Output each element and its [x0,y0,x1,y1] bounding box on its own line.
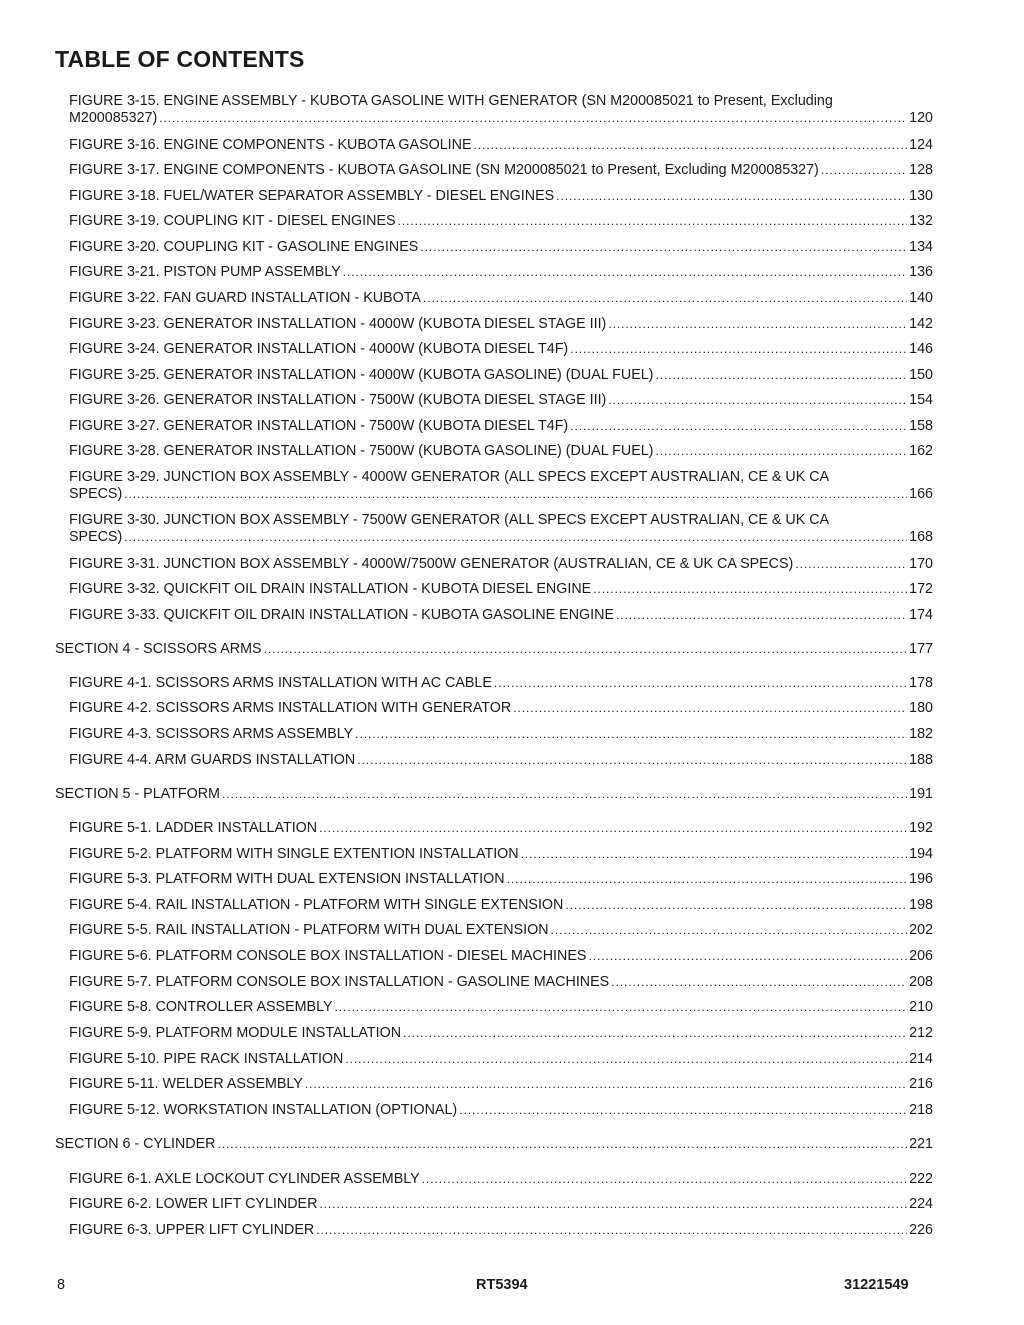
toc-entry-title: FIGURE 5-6. PLATFORM CONSOLE BOX INSTALLATION - DIESEL MACHINES [69,948,587,964]
toc-figure-entry[interactable] [69,1051,933,1068]
toc-figure-entry[interactable] [69,418,933,435]
toc-figure-entry[interactable] [69,264,933,281]
toc-entry-page-number: 136 [909,264,933,280]
toc-entry-page-number: 226 [909,1222,933,1238]
toc-entry-title: SPECS) [69,529,123,545]
dot-leader [305,1076,907,1093]
toc-entry-row [55,1136,933,1153]
toc-entry-page-number: 158 [909,418,933,434]
toc-entry-page-number: 180 [909,700,933,716]
toc-entry-page-number: 178 [909,675,933,691]
toc-entry-row [69,700,933,717]
toc-entry-page-number: 202 [909,922,933,938]
dot-leader [398,213,908,230]
toc-figure-entry[interactable] [69,948,933,965]
toc-entry-row [69,999,933,1016]
toc-entry-row [69,486,933,503]
toc-entry-title: SECTION 5 - PLATFORM [55,786,220,802]
toc-entry-page-number: 210 [909,999,933,1015]
toc-figure-entry[interactable] [69,871,933,888]
toc-entry-row [69,110,933,127]
toc-entry-row [69,607,933,624]
dot-leader [821,162,907,179]
toc-entry-row [55,641,933,658]
toc-entry-row [69,367,933,384]
toc-entry-row [69,162,933,179]
page-title: TABLE OF CONTENTS [55,46,305,72]
dot-leader [570,341,907,358]
toc-entry-title: FIGURE 5-2. PLATFORM WITH SINGLE EXTENTION INSTALLATION [69,846,519,862]
toc-entry-page-number: 140 [909,290,933,306]
dot-leader [124,486,907,503]
toc-entry-row [55,786,933,803]
toc-entry-page-number: 120 [909,110,933,126]
toc-entry-title: FIGURE 3-32. QUICKFIT OIL DRAIN INSTALLATION - KUBOTA DIESEL ENGINE [69,581,592,597]
toc-entry-page-number: 124 [909,137,933,153]
dot-leader [319,820,907,837]
toc-figure-entry[interactable] [69,213,933,230]
toc-figure-entry[interactable] [69,700,933,717]
dot-leader [655,367,907,384]
dot-leader [422,1171,907,1188]
toc-entry-row [69,974,933,991]
toc-figure-entry[interactable] [69,726,933,743]
toc-entry-page-number: 191 [909,786,933,802]
toc-figure-entry[interactable] [69,137,933,154]
toc-entry-row [69,529,933,546]
toc-entry-row [69,264,933,281]
toc-entry-page-number: 134 [909,239,933,255]
toc-entry-title: FIGURE 3-19. COUPLING KIT - DIESEL ENGINES [69,213,396,229]
toc-entry-title: FIGURE 3-28. GENERATOR INSTALLATION - 7500W (KUBOTA GASOLINE) (DUAL FUEL) [69,443,654,459]
dot-leader [608,316,907,333]
toc-entry-title: SECTION 6 - CYLINDER [55,1136,216,1152]
toc-figure-entry[interactable] [69,392,933,409]
toc-entry-title: FIGURE 5-4. RAIL INSTALLATION - PLATFORM WITH SINGLE EXTENSION [69,897,564,913]
toc-entry-title: FIGURE 5-1. LADDER INSTALLATION [69,820,318,836]
dot-leader [513,700,907,717]
toc-figure-entry[interactable] [69,752,933,769]
footer-doc-number: 31221549 [844,1277,909,1293]
toc-figure-entry[interactable] [69,1222,933,1239]
toc-entry-row [69,752,933,769]
toc-entry-page-number: 174 [909,607,933,623]
toc-entry-title: SECTION 4 - SCISSORS ARMS [55,641,262,657]
toc-entry-page-number: 188 [909,752,933,768]
dot-leader [316,1222,907,1239]
dot-leader [335,999,908,1016]
toc-entry-row [69,418,933,435]
toc-figure-entry[interactable] [69,93,933,127]
toc-entry-title: FIGURE 4-2. SCISSORS ARMS INSTALLATION WITH GENERATOR [69,700,512,716]
toc-entry-title: SPECS) [69,486,123,502]
toc-entry-row [69,820,933,837]
footer-page-number: 8 [57,1277,66,1293]
toc-entry-title: FIGURE 5-3. PLATFORM WITH DUAL EXTENSION INSTALLATION [69,871,505,887]
toc-figure-entry[interactable] [69,897,933,914]
toc-entry-page-number: 206 [909,948,933,964]
toc-figure-entry[interactable] [69,846,933,863]
dot-leader [521,846,908,863]
toc-entry-row [69,871,933,888]
dot-leader [159,110,907,127]
dot-leader [403,1025,907,1042]
dot-leader [556,188,907,205]
toc-entry-page-number: 177 [909,641,933,657]
toc-entry-page-number: 208 [909,974,933,990]
dot-leader [124,529,907,546]
toc-entry-page-number: 170 [909,556,933,572]
dot-leader [507,871,908,888]
toc-entry-title: FIGURE 5-11. WELDER ASSEMBLY [69,1076,303,1092]
toc-entry-title: FIGURE 3-22. FAN GUARD INSTALLATION - KUBOTA [69,290,421,306]
toc-figure-entry[interactable] [69,341,933,358]
toc-entry-title: FIGURE 3-25. GENERATOR INSTALLATION - 4000W (KUBOTA GASOLINE) (DUAL FUEL) [69,367,654,383]
dot-leader [420,239,907,256]
toc-figure-entry[interactable] [69,162,933,179]
toc-entry-row [69,137,933,154]
toc-figure-entry[interactable] [69,1171,933,1188]
dot-leader [588,948,907,965]
toc-figure-entry[interactable] [69,316,933,333]
toc-entry-title: FIGURE 4-3. SCISSORS ARMS ASSEMBLY [69,726,354,742]
toc-entry-row [69,1171,933,1188]
toc-figure-entry[interactable] [69,469,933,503]
toc-entry-title: FIGURE 3-16. ENGINE COMPONENTS - KUBOTA GASOLINE [69,137,472,153]
toc-entry-row [69,1102,933,1119]
toc-entry-title: FIGURE 3-27. GENERATOR INSTALLATION - 7500W (KUBOTA DIESEL T4F) [69,418,569,434]
dot-leader [474,137,908,154]
dot-leader [264,641,908,658]
toc-entry-title: FIGURE 5-7. PLATFORM CONSOLE BOX INSTALLATION - GASOLINE MACHINES [69,974,610,990]
toc-entry-title: FIGURE 5-8. CONTROLLER ASSEMBLY [69,999,333,1015]
toc-entry-page-number: 218 [909,1102,933,1118]
toc-entry-title: FIGURE 3-31. JUNCTION BOX ASSEMBLY - 4000W/7500W GENERATOR (AUSTRALIAN, CE & UK CA SPECS) [69,556,794,572]
toc-figure-entry[interactable] [69,999,933,1016]
toc-entry-row [69,1076,933,1093]
toc-entry-page-number: 192 [909,820,933,836]
toc-entry-page-number: 214 [909,1051,933,1067]
toc-entry-row [69,290,933,307]
toc-entry-row [69,846,933,863]
toc-entry-row [69,556,933,573]
toc-entry-page-number: 146 [909,341,933,357]
toc-entry-title-line1: FIGURE 3-29. JUNCTION BOX ASSEMBLY - 4000W GENERATOR (ALL SPECS EXCEPT AUSTRALIAN, CE & UK CA [69,469,830,485]
toc-entry-title: M200085327) [69,110,158,126]
toc-figure-entry[interactable] [69,188,933,205]
toc-figure-entry[interactable] [69,1025,933,1042]
toc-figure-entry[interactable] [69,1076,933,1093]
toc-entry-row [69,1222,933,1239]
toc-entry-page-number: 172 [909,581,933,597]
toc-entry-page-number: 212 [909,1025,933,1041]
toc-entry-title: FIGURE 5-12. WORKSTATION INSTALLATION (OPTIONAL) [69,1102,458,1118]
toc-figure-entry[interactable] [69,367,933,384]
toc-entry-row [69,316,933,333]
dot-leader [343,264,907,281]
toc-figure-entry[interactable] [69,1196,933,1213]
toc-entry-page-number: 216 [909,1076,933,1092]
toc-entry-page-number: 198 [909,897,933,913]
toc-entry-page-number: 182 [909,726,933,742]
toc-entry-page-number: 224 [909,1196,933,1212]
toc-entry-row [69,443,933,460]
dot-leader [608,392,907,409]
toc-section-entry[interactable] [55,786,933,803]
toc-entry-row [69,188,933,205]
toc-figure-entry[interactable] [69,922,933,939]
dot-leader [593,581,907,598]
dot-leader [570,418,907,435]
toc-entry-page-number: 222 [909,1171,933,1187]
toc-entry-row [69,341,933,358]
toc-entry-page-number: 154 [909,392,933,408]
toc-figure-entry[interactable] [69,443,933,460]
dot-leader [222,786,907,803]
toc-section-entry[interactable] [55,1136,933,1153]
toc-entry-title: FIGURE 3-24. GENERATOR INSTALLATION - 4000W (KUBOTA DIESEL T4F) [69,341,569,357]
toc-entry-row [69,213,933,230]
toc-entry-title: FIGURE 5-9. PLATFORM MODULE INSTALLATION [69,1025,402,1041]
toc-entry-row [69,726,933,743]
toc-entry-page-number: 128 [909,162,933,178]
dot-leader [423,290,907,307]
toc-figure-entry[interactable] [69,239,933,256]
dot-leader [611,974,907,991]
toc-entry-title: FIGURE 5-5. RAIL INSTALLATION - PLATFORM WITH DUAL EXTENSION [69,922,549,938]
toc-figure-entry[interactable] [69,581,933,598]
dot-leader [459,1102,907,1119]
toc-figure-entry[interactable] [69,820,933,837]
toc-entry-title: FIGURE 6-2. LOWER LIFT CYLINDER [69,1196,318,1212]
toc-entry-title: FIGURE 3-33. QUICKFIT OIL DRAIN INSTALLATION - KUBOTA GASOLINE ENGINE [69,607,614,623]
toc-entry-row [69,1051,933,1068]
dot-leader [795,556,907,573]
toc-figure-entry[interactable] [69,1102,933,1119]
toc-entry-title: FIGURE 4-1. SCISSORS ARMS INSTALLATION WITH AC CABLE [69,675,492,691]
toc-entry-title: FIGURE 3-21. PISTON PUMP ASSEMBLY [69,264,341,280]
toc-figure-entry[interactable] [69,556,933,573]
toc-entry-page-number: 221 [909,1136,933,1152]
dot-leader [357,752,907,769]
toc-entry-title: FIGURE 3-20. COUPLING KIT - GASOLINE ENGINES [69,239,419,255]
toc-figure-entry[interactable] [69,607,933,624]
toc-entry-page-number: 168 [909,529,933,545]
toc-entry-row [69,581,933,598]
toc-section-entry[interactable] [55,641,933,658]
toc-entry-title: FIGURE 5-10. PIPE RACK INSTALLATION [69,1051,344,1067]
toc-figure-entry[interactable] [69,974,933,991]
toc-entry-row [69,675,933,692]
toc-entry-row [69,392,933,409]
dot-leader [494,675,907,692]
toc-entry-page-number: 162 [909,443,933,459]
toc-entry-title: FIGURE 3-23. GENERATOR INSTALLATION - 4000W (KUBOTA DIESEL STAGE III) [69,316,607,332]
toc-entry-page-number: 142 [909,316,933,332]
toc-entry-title-line1: FIGURE 3-30. JUNCTION BOX ASSEMBLY - 7500W GENERATOR (ALL SPECS EXCEPT AUSTRALIAN, CE & UK CA [69,512,830,528]
dot-leader [655,443,907,460]
toc-entry-row [69,897,933,914]
toc-entry-page-number: 130 [909,188,933,204]
toc-figure-entry[interactable] [69,512,933,546]
dot-leader [345,1051,907,1068]
dot-leader [616,607,907,624]
dot-leader [355,726,907,743]
toc-entry-title: FIGURE 3-18. FUEL/WATER SEPARATOR ASSEMBLY - DIESEL ENGINES [69,188,555,204]
toc-entry-row [69,1025,933,1042]
toc-entry-title: FIGURE 4-4. ARM GUARDS INSTALLATION [69,752,356,768]
toc-entry-page-number: 150 [909,367,933,383]
toc-entry-title: FIGURE 6-1. AXLE LOCKOUT CYLINDER ASSEMBLY [69,1171,420,1187]
dot-leader [319,1196,907,1213]
footer-model: RT5394 [476,1277,528,1293]
dot-leader [551,922,908,939]
toc-figure-entry[interactable] [69,290,933,307]
toc-figure-entry[interactable] [69,675,933,692]
toc-entry-page-number: 196 [909,871,933,887]
toc-entry-title: FIGURE 3-26. GENERATOR INSTALLATION - 7500W (KUBOTA DIESEL STAGE III) [69,392,607,408]
toc-entry-row [69,922,933,939]
toc-entry-page-number: 166 [909,486,933,502]
toc-entry-page-number: 194 [909,846,933,862]
dot-leader [565,897,907,914]
toc-entry-row [69,948,933,965]
toc-entry-row [69,239,933,256]
toc-entry-title: FIGURE 3-17. ENGINE COMPONENTS - KUBOTA GASOLINE (SN M200085021 to Present, Excluding M200085327) [69,162,819,178]
toc-entry-title-line1: FIGURE 3-15. ENGINE ASSEMBLY - KUBOTA GASOLINE WITH GENERATOR (SN M200085021 to Present, Excluding [69,93,833,109]
toc-entry-row [69,1196,933,1213]
toc-entry-page-number: 132 [909,213,933,229]
toc-entry-title: FIGURE 6-3. UPPER LIFT CYLINDER [69,1222,315,1238]
dot-leader [217,1136,907,1153]
